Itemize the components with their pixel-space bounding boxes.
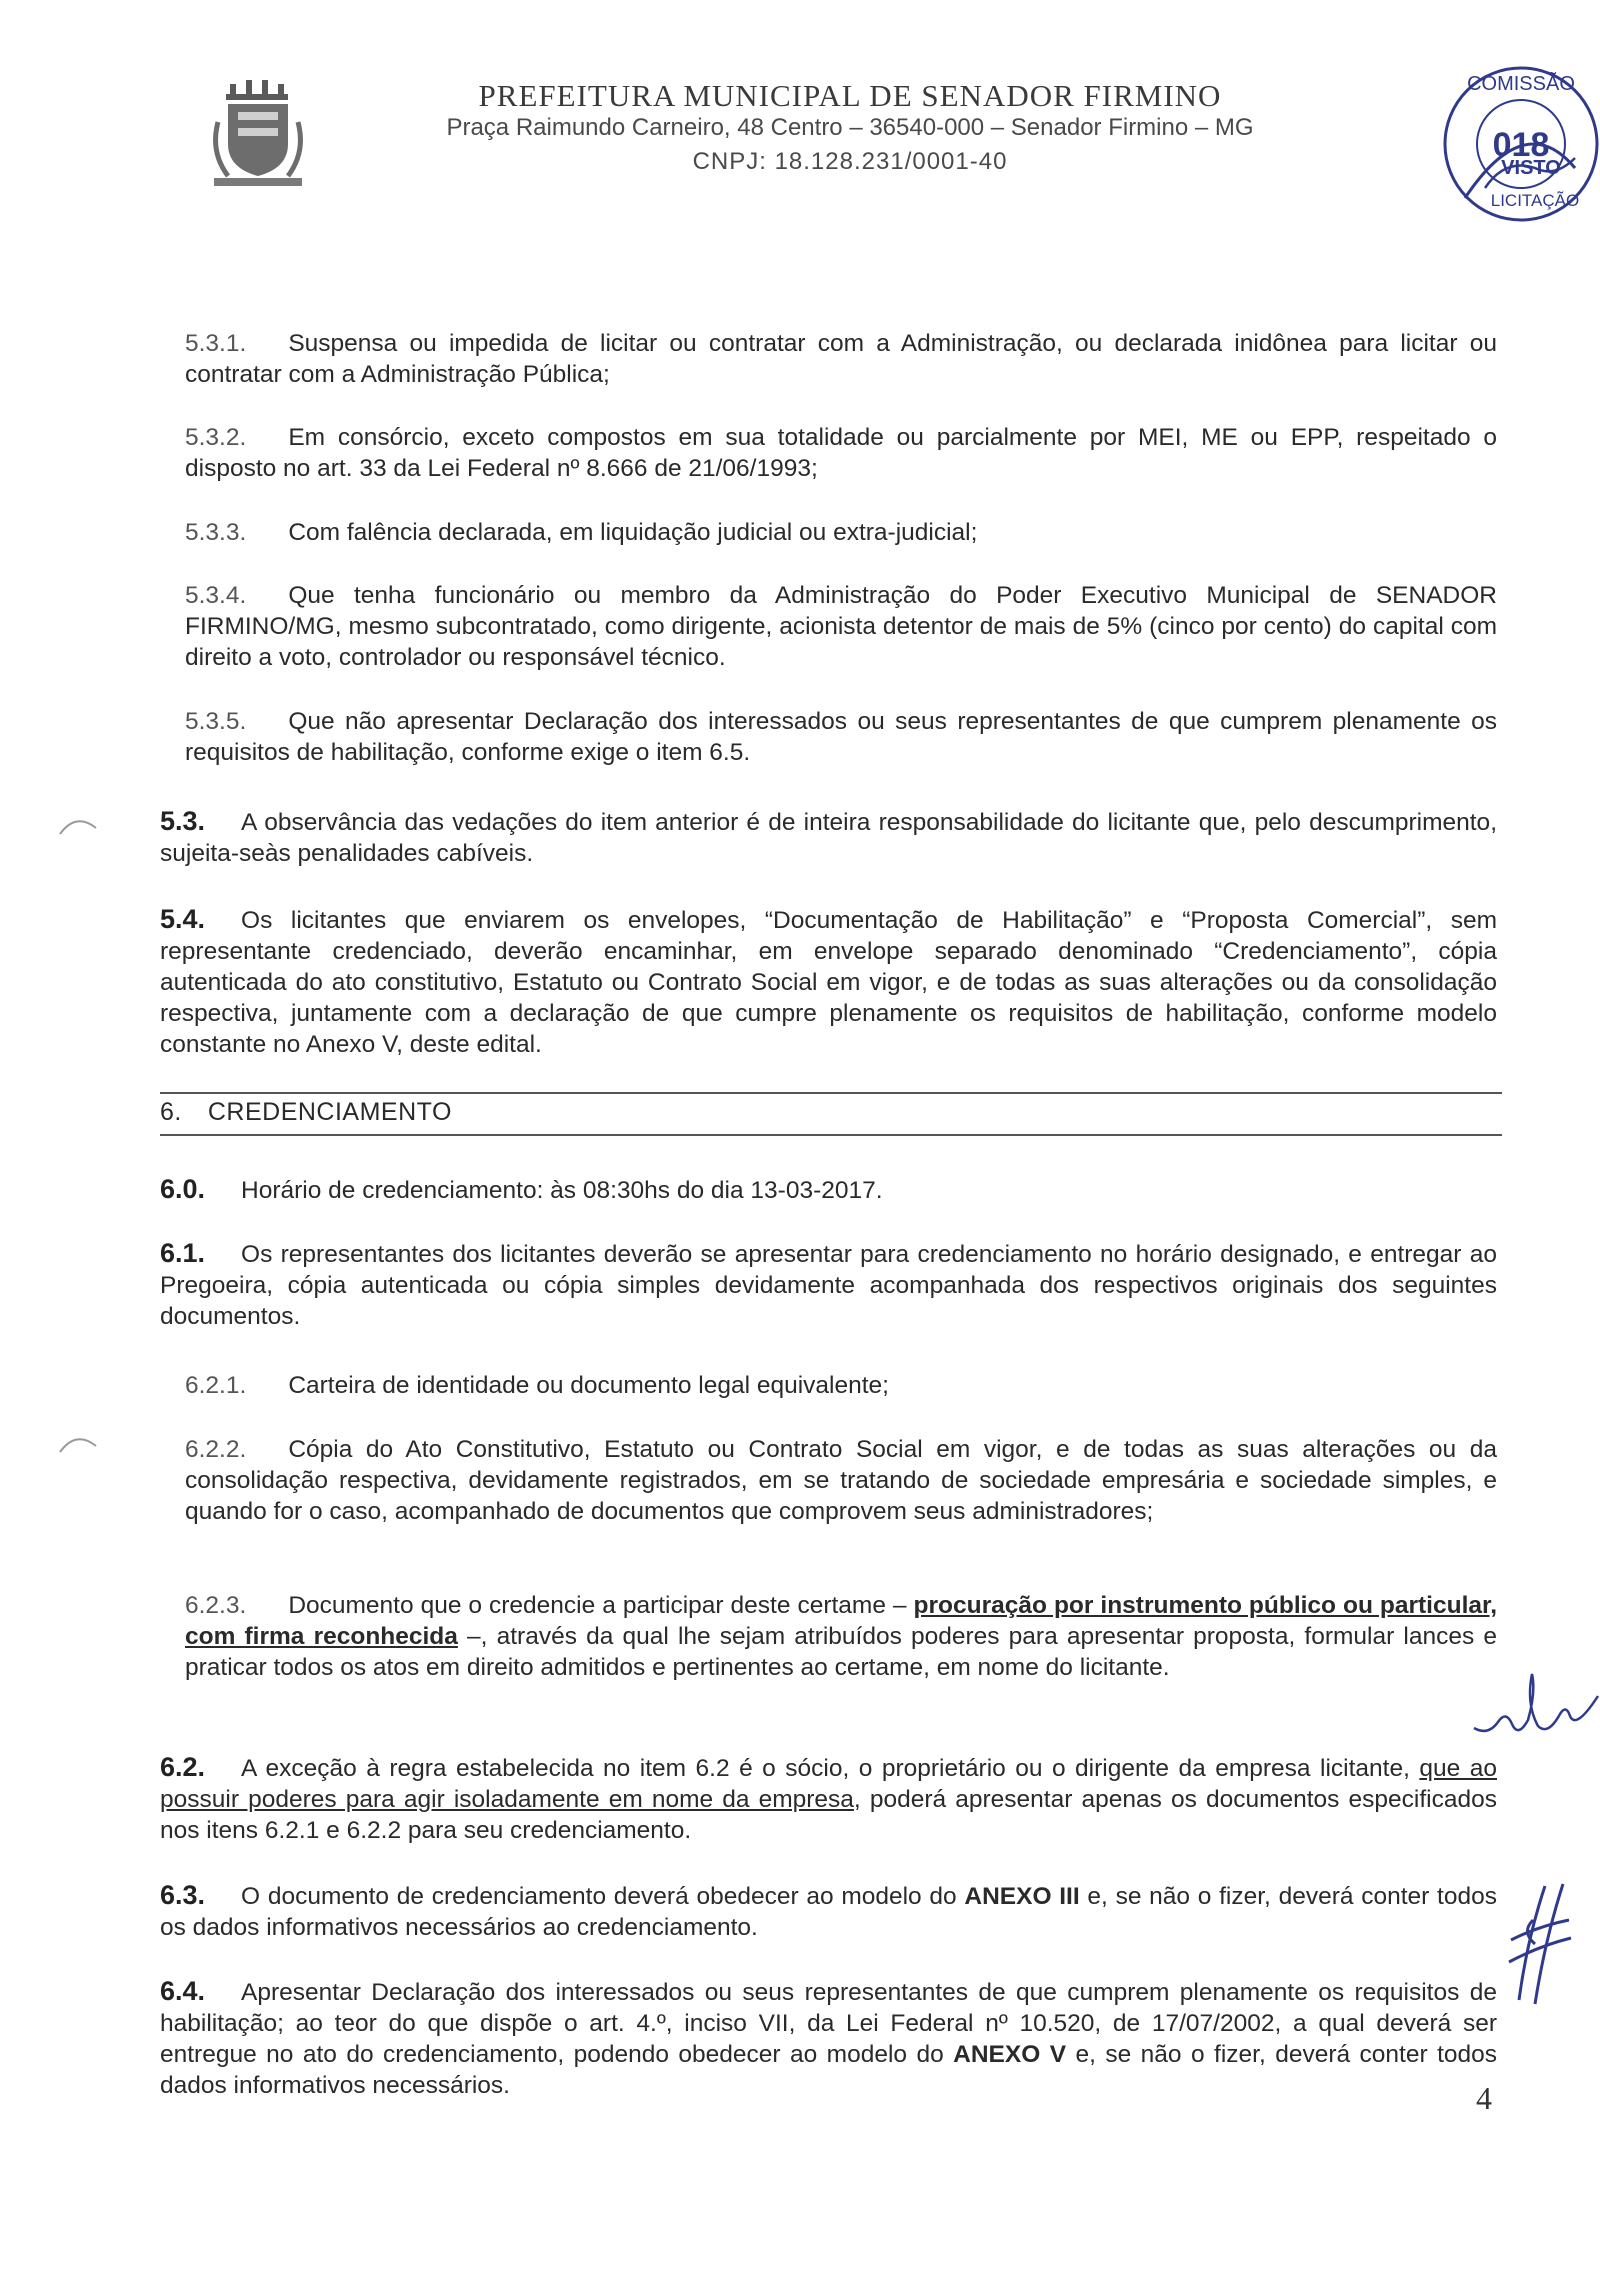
item-text: Os representantes dos licitantes deverão se apresentar para credenciamento no horário designado, e entregar ao Pregoeira, cópia autenticada ou cópia simples devidamente acompanhada dos respectivos originais dos seguintes documentos. [160,1241,1497,1330]
item-text: Que não apresentar Declaração dos interessados ou seus representantes de que cumprem plenamente os requisitos de habilitação, conforme exige o item 6.5. [185,708,1497,766]
stamp-bottom-text: LICITAÇÃO [1490,191,1580,210]
section-number: 6. [160,1098,182,1126]
item-text-a: O documento de credenciamento deverá obedecer ao modelo do [241,1883,957,1910]
item-number: 6.4. [160,1976,206,2006]
stamp-top-text: COMISSÃO [1467,73,1575,95]
item-text-bold: ANEXO V [953,2041,1067,2068]
item-text-a: A exceção à regra estabelecida no item 6.2 é o sócio, o proprietário ou o dirigente da empresa licitante, [241,1755,1410,1782]
item-text: A observância das vedações do item anterior é de inteira responsabilidade do licitante que, pelo descumprimento, sujeita-seàs penalidades cabíveis. [160,809,1497,867]
signature-icon [1470,1668,1600,1748]
item-number: 6.2. [160,1752,206,1782]
item-number: 5.3. [160,806,206,836]
item-number: 6.3. [160,1880,206,1910]
section-heading [160,1098,452,1127]
item-text-c: , poderá apresentar apenas os documentos especificados nos itens 6.2.1 e 6.2.2 para seu credenciamento. [160,1786,1497,1844]
item-number: 5.3.3. [185,519,247,546]
item-text: Com falência declarada, em liquidação judicial ou extra-judicial; [288,519,978,546]
item-5-3-1 [185,328,1497,390]
stamp-middle-text: VISTO [1501,157,1561,179]
item-number: 6.2.3. [185,1592,247,1619]
item-text: Cópia do Ato Constitutivo, Estatuto ou Contrato Social em vigor, e de todas as suas alterações ou da consolidação respectiva, devidamente registrados, em se tratando de sociedade empresária e sociedade simples, e quando for o caso, acompanhado de documentos que comprovem seus administradores; [185,1436,1497,1525]
item-5-3-2 [185,422,1497,484]
item-number: 5.3.1. [185,330,247,357]
item-number: 6.0. [160,1174,206,1204]
item-number: 5.3.5. [185,708,247,735]
item-6-3 [160,1880,1497,1943]
item-text-emphasis: procuração por instrumento público ou particular, com firma reconhecida [185,1592,1497,1650]
municipality-cnpj: CNPJ: 18.128.231/0001-40 [692,148,1008,175]
item-text: Os licitantes que enviarem os envelopes, “Documentação de Habilitação” e “Proposta Comercial”, sem representante credenciado, deverão encaminhar, em envelope separado denominado “Credenciamento”, cópia autenticada do ato constitutivo, Estatuto ou Contrato Social em vigor, e de todas as suas alterações ou da consolidação respectiva, juntamente com a declaração de que cumpre plenamente os requisitos de habilitação, conforme modelo constante no Anexo V, deste edital. [160,907,1497,1058]
item-6-1 [160,1238,1497,1332]
item-text: Suspensa ou impedida de licitar ou contratar com a Administração, ou declarada inidônea para licitar ou contratar com a Administração Pública; [185,330,1497,388]
item-text-bold: ANEXO III [964,1883,1080,1910]
page-number: 4 [1476,2080,1492,2116]
item-5-3-4 [185,580,1497,673]
stamp-number: 018 [1492,126,1550,164]
item-text-c: –, através da qual lhe sejam atribuídos poderes para apresentar proposta, formular lances e praticar todos os atos em direito admitidos e pertinentes ao certame, em nome do licitante. [185,1623,1497,1681]
binding-mark-icon [58,1426,98,1456]
initials-icon [1505,1880,1575,2010]
item-6-2-1 [185,1370,1497,1401]
item-text: Que tenha funcionário ou membro da Administração do Poder Executivo Municipal de SENADOR FIRMINO/MG, mesmo subcontratado, como dirigente, acionista detentor de mais de 5% (cinco por cento) do capital com direito a voto, controlador ou responsável técnico. [185,582,1497,671]
item-6-2 [160,1752,1497,1846]
item-text-underlined: que ao possuir poderes para agir isoladamente em nome da empresa [160,1755,1497,1813]
item-text-c: e, se não o fizer, deverá conter todos os dados informativos necessários ao credenciamento. [160,1883,1497,1941]
item-text: Carteira de identidade ou documento legal equivalente; [288,1372,889,1399]
item-text: Em consórcio, exceto compostos em sua totalidade ou parcialmente por MEI, ME ou EPP, respeitado o disposto no art. 33 da Lei Federal nº 8.666 de 21/06/1993; [185,424,1497,482]
item-5-3 [160,806,1497,869]
item-6-4 [160,1976,1497,2101]
item-number: 6.2.2. [185,1436,247,1463]
section-title: CREDENCIAMENTO [207,1098,452,1126]
section-rule-top [160,1092,1502,1094]
commission-stamp [1425,48,1600,233]
item-text-a: Apresentar Declaração dos interessados ou seus representantes de que cumprem plenamente os requisitos de habilitação; ao teor do que dispõe o art. 4.º, inciso VII, da Lei Federal nº 10.520, de 17/07/2002, a qual deverá ser entregue no ato do credenciamento, podendo obedecer ao modelo do [160,1979,1497,2068]
item-text-a: Documento que o credencie a participar deste certame – [288,1592,907,1619]
item-text: Horário de credenciamento: às 08:30hs do dia 13-03-2017. [241,1177,883,1204]
item-number: 5.3.4. [185,582,247,609]
item-5-3-5 [185,706,1497,768]
item-5-4 [160,904,1497,1060]
item-5-3-3 [185,517,1497,548]
municipal-crest-icon [208,72,308,197]
section-rule-bottom [160,1134,1502,1136]
item-6-2-2 [185,1434,1497,1527]
item-number: 6.1. [160,1238,206,1268]
item-6-2-3 [185,1590,1497,1683]
item-number: 5.3.2. [185,424,247,451]
item-6-0 [160,1174,1497,1206]
item-number: 6.2.1. [185,1372,247,1399]
binding-mark-icon [58,808,98,838]
item-number: 5.4. [160,904,206,934]
municipality-title: PREFEITURA MUNICIPAL DE SENADOR FIRMINO [478,78,1222,113]
municipality-address: Praça Raimundo Carneiro, 48 Centro – 36540-000 – Senador Firmino – MG [446,114,1254,141]
item-text-c: e, se não o fizer, deverá conter todos dados informativos necessários. [160,2041,1497,2099]
